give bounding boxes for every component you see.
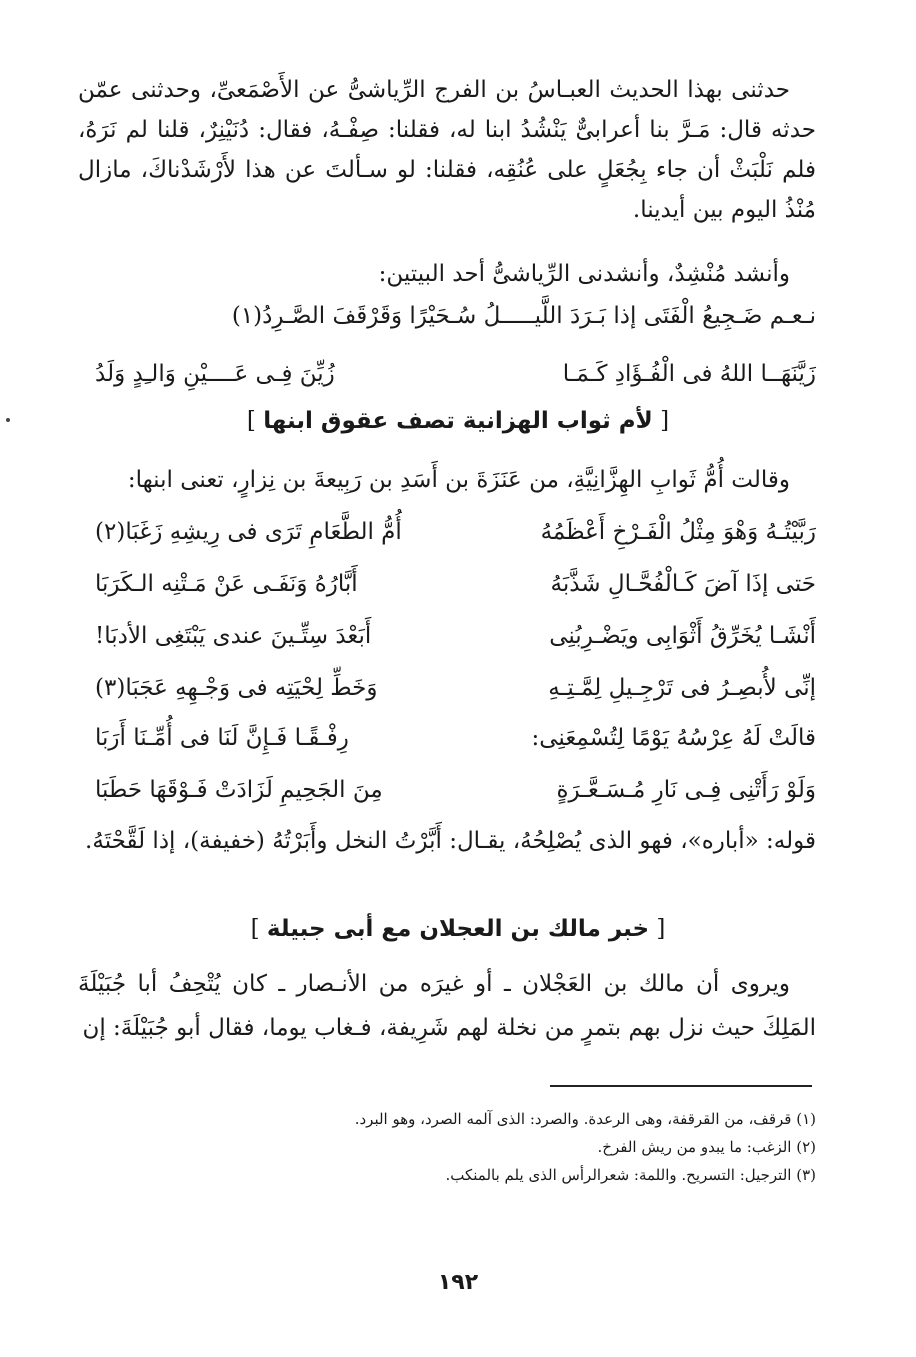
- page-number: ١٩٢: [437, 1270, 479, 1295]
- verse-hemistich-right: إنِّى لأُبصِـرُ فى تَرْجِـيلِ لِمَّـتِـهِ: [548, 675, 816, 701]
- verse-hemistich-left: وَخَطِّ لِحْيَتِه فى وَجْـهِهِ عَجَبَا(٣): [95, 675, 378, 701]
- section-heading: [ خبر مالك بن العجلان مع أبى جبيلة ]: [250, 916, 666, 942]
- paragraph-gloss: قوله: «أباره»، فهو الذى يُصْلِحُهُ، يقـال: أَبَّرْتُ النخل وأَبَرْتُهُ (خفيفة)، إذا لَقَّحْتَهُ.: [85, 828, 816, 854]
- footnote: (١) قرقف، من القرقفة، وهى الرعدة. والصرد: الذى آلمه الصرد، وهو البرد.: [354, 1110, 816, 1128]
- verse-hemistich-left: زُيِّنَ فِـى عَــــيْنِ وَالـِدٍ وَلَدُ: [95, 361, 335, 387]
- verse-hemistich-left: مِنَ الجَحِيمِ لَزَادَتْ فَـوْقَهَا حَطَبَا: [95, 777, 383, 803]
- paragraph-hadith: حدثنى بهذا الحديث العبـاسُ بن الفرج الرِّياشىُّ عن الأَصْمَعىِّ، وحدثنى عمّن حدثه قال: مَـرَّ بنا أعرابىٌّ يَنْشُدُ ابنا له، فقلنا: صِفْـهُ، فقال: دُنَيْنِرٌ، قلنا لم نَرَهُ، فلم نَلْبَثْ أن جاء بِجُعَلٍ على عُنُقِه، فقلنا: لو سـألتَ عن هذا لأَرْشَدْناكَ، مازال مُنْذُ اليوم بين أيدينا.: [78, 77, 816, 223]
- scan-speck: [6, 418, 10, 422]
- verse-hemistich-right: رَبَّيْتُـهُ وَهْوَ مِثْلُ الْفَـرْخِ أَعْظَمُهُ: [540, 519, 816, 545]
- verse-hemistich-right: قالَتْ لَهُ عِرْسُهُ يَوْمًا لِتُسْمِعَنِى:: [531, 725, 816, 751]
- verse-hemistich-right: حَتى إذَا آضَ كَـالْفُحَّـالِ شَذَّبَهُ: [550, 571, 816, 597]
- verse-line: نـعـم ضَـجِيعُ الْفَتَى إذا بَـرَدَ اللَّيـــــلُ سُـحَيْرًا وَقَرْقَفَ الصَّـرِدُ(١): [231, 303, 816, 329]
- footnote: (٢) الزغب: ما يبدو من ريش الفرخ.: [597, 1138, 816, 1156]
- verse-hemistich-left: أُمُّ الطَّعَامِ تَرَى فى رِيشِهِ زَغَبَا(٢): [95, 519, 402, 545]
- verse-hemistich-left: أَبَعْدَ سِتِّـينَ عندى يَبْتَغِى الأدبَا!: [95, 623, 372, 649]
- section-heading-text: خبر مالك بن العجلان مع أبى جبيلة: [266, 916, 650, 942]
- section-heading: [ لأم ثواب الهزانية تصف عقوق ابنها ]: [246, 408, 670, 434]
- paragraph-recitation-intro: وأنشد مُنْشِدٌ، وأنشدنى الرِّياشىُّ أحد البيتين:: [378, 261, 790, 287]
- verse-hemistich-left: رِفْـقًـا فَـإِنَّ لَنَا فى أُمِّـنَا أَرَبَا: [95, 725, 349, 751]
- verse-hemistich-right: زَيَّنَهَــا اللهُ فى الْفُـؤَادِ كَـمَـا: [562, 361, 816, 387]
- verse-hemistich-left: أَبَّارُهُ وَنَفَـى عَنْ مَـتْنِه الـكَرَبَا: [95, 571, 358, 597]
- footnote-separator: [550, 1085, 812, 1087]
- paragraph-poem-intro: وقالت أُمُّ ثَوابِ الهِزَّانِيَّةِ، من عَنَزَةَ بن أَسَدِ بن رَبِيعةَ بن نِزارٍ، تعنى ابنها:: [127, 467, 790, 493]
- verse-hemistich-right: أَنْشَـا يُخَرِّقُ أَثْوَابِى ويَضْـرِبُنِى: [549, 623, 816, 649]
- verse-hemistich-right: وَلَوْ رَأَتْنِى فِـى نَارِ مُـسَـعَّـرَةٍ: [556, 777, 816, 803]
- footnote: (٣) الترجيل: التسريح. واللمة: شعرالرأس الذى يلم بالمنكب.: [445, 1166, 816, 1184]
- paragraph-malik-story: ويروى أن مالك بن العَجْلان ـ أو غيرَه من الأنـصار ـ كان يُتْحِفُ أبا جُبَيْلَةَ المَلِكَ حيث نزل بهم بتمرٍ من نخلة لهم شَرِيفة، فـغاب يوما، فقال أبو جُبَيْلَةَ: إن: [78, 971, 816, 1041]
- section-heading-text: لأم ثواب الهزانية تصف عقوق ابنها: [263, 408, 653, 434]
